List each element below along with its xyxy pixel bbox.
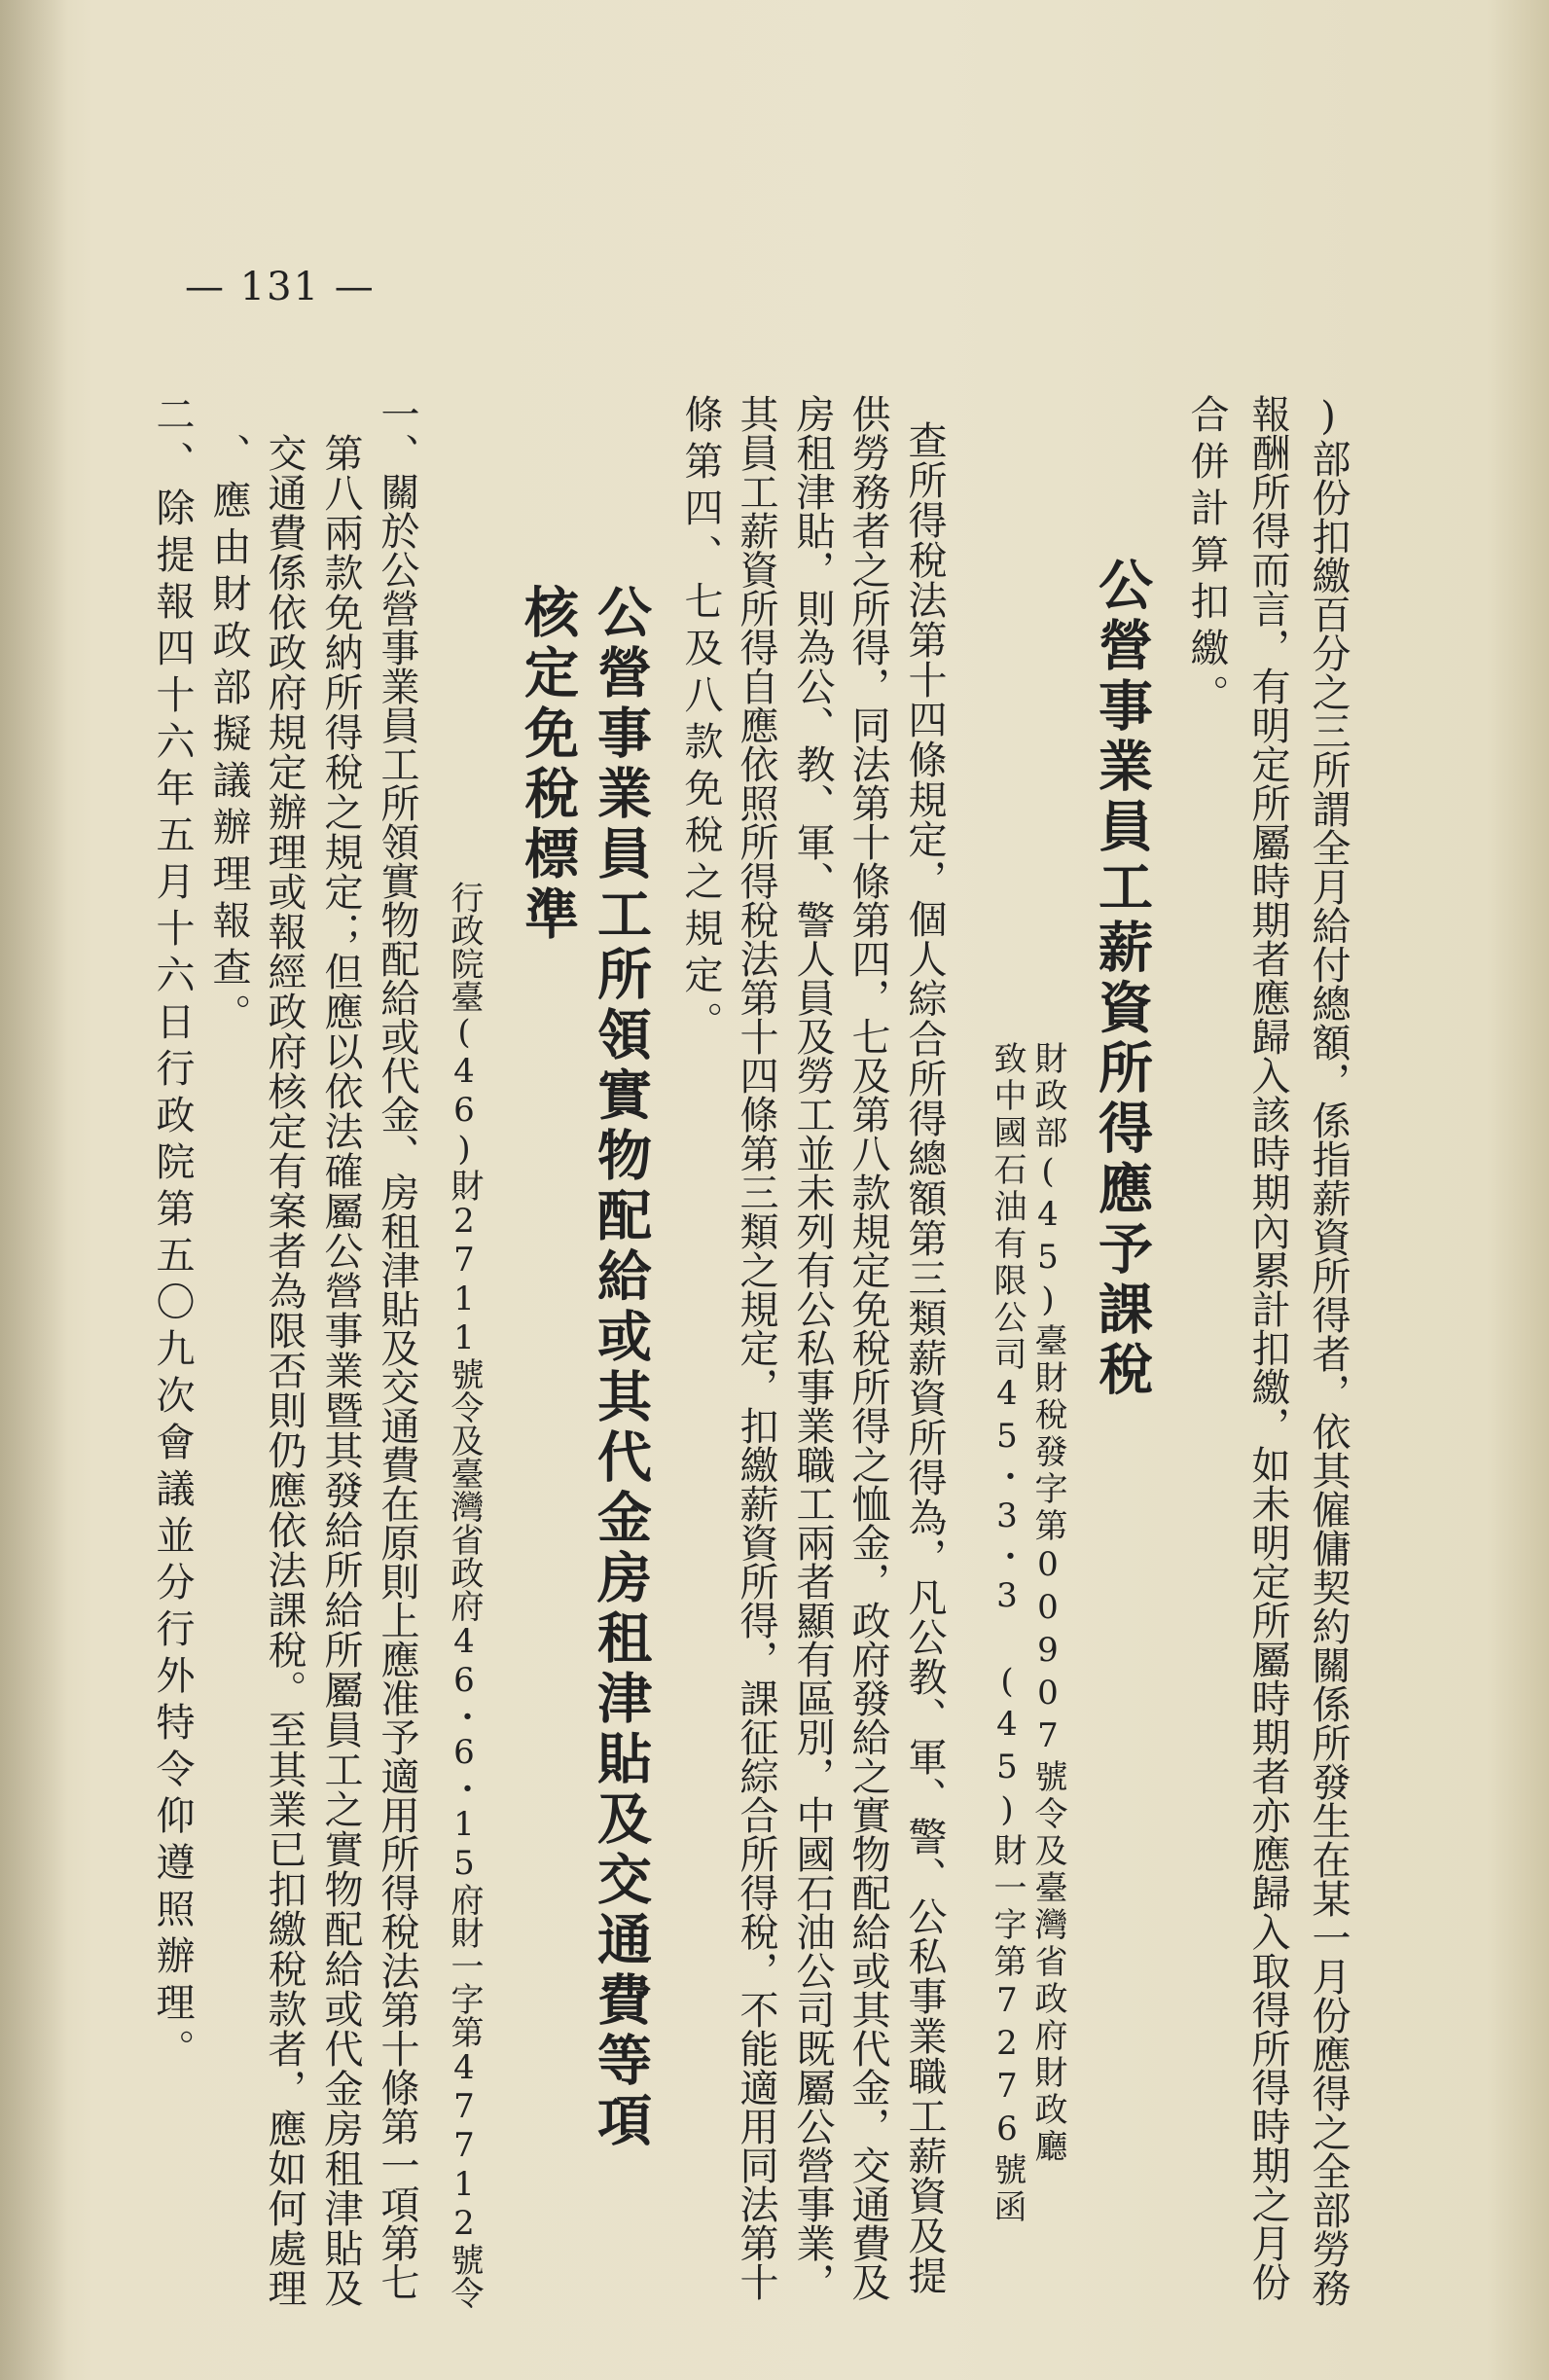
- page-spine-shadow: [0, 0, 68, 2380]
- section-heading: 公營事業員工薪資所得應予課稅: [1090, 557, 1154, 1401]
- text-column: 第八兩款免納所得稅之規定；但應以依法確屬公營事業暨其發給所給所屬員工之實物配給或代金房租津貼及: [318, 433, 363, 2308]
- text-column: 條第四、七及八款免稅之規定。: [678, 394, 723, 1048]
- section-source: 行政院臺(46)財2711號令及臺灣省政府46・6・15府財一字第47712號令: [445, 881, 484, 2309]
- page-number: — 131 —: [185, 265, 376, 309]
- text-column: 房租津貼，則為公、教、軍、警人員及勞工並未列有公私事業職工兩者顯有區別，中國石油公司既屬公營事業，: [790, 394, 835, 2301]
- section-heading: 核定免稅標準: [516, 584, 580, 946]
- text-column: 合併計算扣繳。: [1184, 394, 1229, 721]
- text-column: 供勞務者之所得，同法第十條第四，七及第八款規定免稅所得之恤金，政府發給之實物配給或其代金，交通費及: [846, 394, 890, 2301]
- text-column: 二、除提報四十六年五月十六日行政院第五〇九次會議並分行外特令仰遵照辦理。: [150, 394, 195, 2075]
- section-source: 致中國石油有限公司45・3・3 (45)財一字第7276號函: [988, 1041, 1027, 2226]
- text-column: )部份扣繳百分之三所謂全月給付總額，係指薪資所得者，依其僱傭契約關係所發生在某一月份應得之全部勞務: [1306, 394, 1351, 2307]
- section-heading: 公營事業員工所領實物配給或其代金房租津貼及交通費等項: [589, 584, 653, 2152]
- section-source: 財政部(45)臺財稅發字第00907號令及臺灣省政府財政廳: [1028, 1041, 1067, 2166]
- text-column: 報酬所得而言，有明定所屬時期者應歸入該時期內累計扣繳，如未明定所屬時期者亦應歸入取得所得時期之月份: [1245, 394, 1290, 2301]
- text-column: 其員工薪資所得自應依照所得稅法第十四條第三類之規定，扣繳薪資所得，課征綜合所得稅，不能適用同法第十: [734, 394, 778, 2301]
- text-column: 一、關於公營事業員工所領實物配給或代金、房租津貼及交通費在原則上應准予適用所得稅法第十條第一項第七: [375, 394, 419, 2301]
- text-column: 、應由財政部擬議辦理報查。: [206, 433, 251, 1040]
- text-column: 查所得稅法第十四條規定，個人綜合所得總額第三類薪資所得為，凡公教、軍、警、公私事業職工薪資及提: [902, 420, 947, 2295]
- text-column: 交通費係依政府規定辦理或報經政府核定有案者為限否則仍應依法課稅。至其業已扣繳稅款者，應如何處理: [262, 433, 306, 2308]
